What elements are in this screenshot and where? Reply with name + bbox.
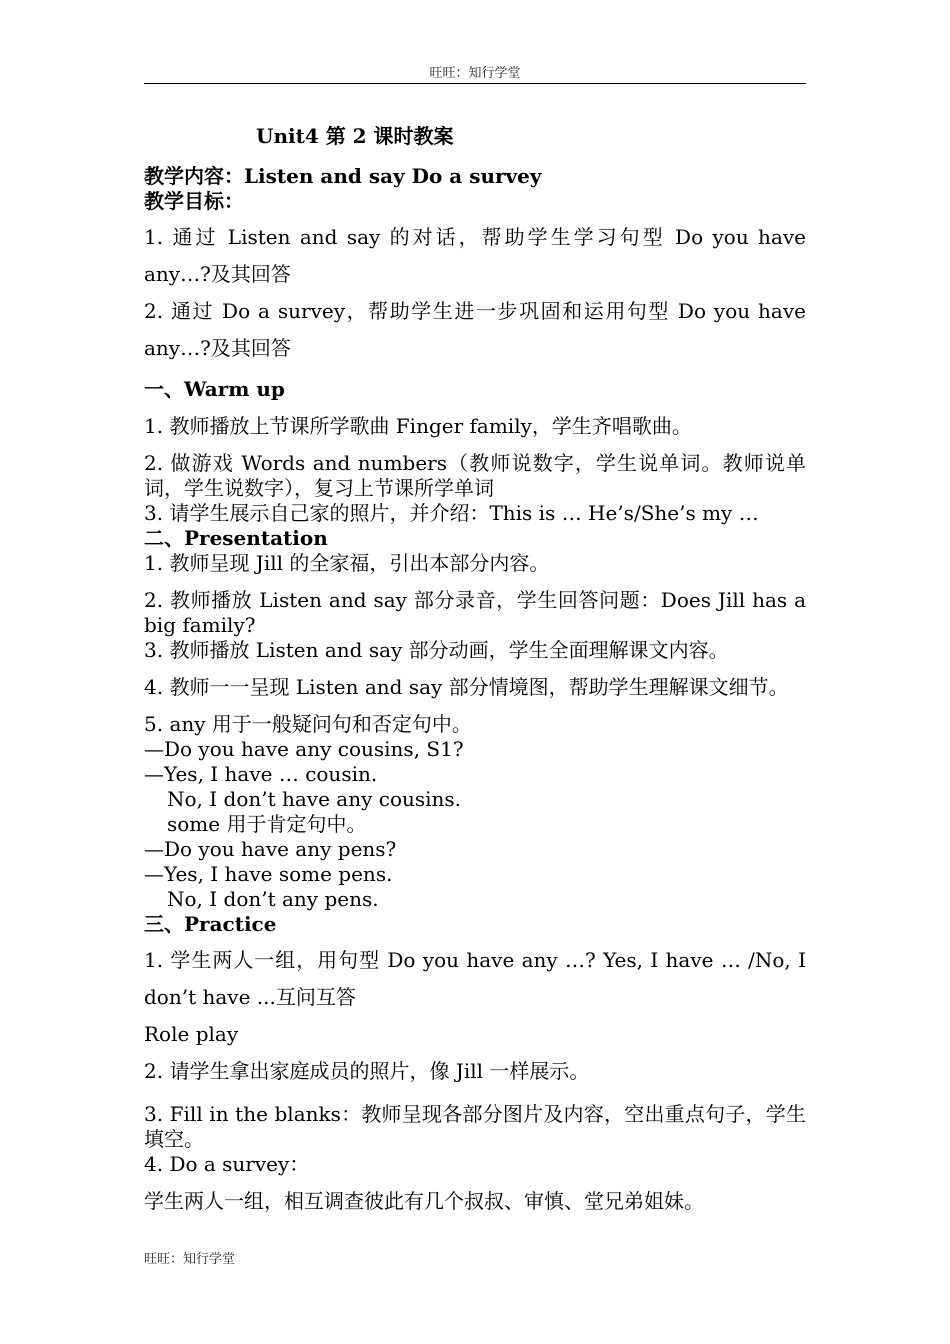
page-header: 旺旺：知行学堂: [429, 66, 521, 81]
practice-item: 4. Do a survey：: [144, 1152, 310, 1176]
goals-label: 教学目标：: [144, 189, 244, 213]
presentation-item: 4. 教师一一呈现 Listen and say 部分情境图，帮助学生理解课文细节。: [144, 675, 789, 699]
warmup-item: 1. 教师播放上节课所学歌曲 Finger family，学生齐唱歌曲。: [144, 414, 692, 438]
presentation-item: 5. any 用于一般疑问句和否定句中。: [144, 712, 472, 736]
section-heading-practice: 三、Practice: [144, 912, 277, 936]
warmup-item: 2. 做游戏 Words and numbers（教师说数字，学生说单词。教师说单词，学生说数字），复习上节课所学单词: [144, 451, 806, 500]
presentation-item: 3. 教师播放 Listen and say 部分动画，学生全面理解课文内容。: [144, 638, 729, 662]
example-line: —Yes, I have some pens.: [144, 862, 393, 886]
page-footer: 旺旺：知行学堂: [144, 1252, 236, 1267]
content-label: 教学内容：Listen and say Do a survey: [144, 164, 542, 188]
presentation-item: 1. 教师呈现 Jill 的全家福，引出本部分内容。: [144, 551, 550, 575]
goal-item: 1. 通过 Listen and say 的对话，帮助学生学习句型 Do you have any…?及其回答: [144, 225, 806, 286]
example-line: No, I don’t have any cousins.: [167, 787, 462, 811]
practice-item: 学生两人一组，相互调查彼此有几个叔叔、审慎、堂兄弟姐妹。: [144, 1189, 704, 1213]
example-line: some 用于肯定句中。: [167, 812, 367, 836]
example-line: No, I don’t any pens.: [167, 887, 379, 911]
practice-item: 1. 学生两人一组，用句型 Do you have any …? Yes, I have … /No, I don’t have ...互问互答: [144, 948, 806, 1009]
practice-item: Role play: [144, 1022, 239, 1046]
practice-item: 3. Fill in the blanks：教师呈现各部分图片及内容，空出重点句子，学生填空。: [144, 1102, 806, 1151]
example-line: —Do you have any pens?: [144, 837, 397, 861]
document-body: [144, 122, 806, 1214]
goal-item: 2. 通过 Do a survey，帮助学生进一步巩固和运用句型 Do you have any…?及其回答: [144, 299, 806, 360]
example-line: —Yes, I have … cousin.: [144, 762, 378, 786]
warmup-item: 3. 请学生展示自己家的照片，并介绍：This is … He’s/She’s my …: [144, 501, 759, 525]
section-heading-warmup: 一、Warm up: [144, 377, 285, 401]
document-title: Unit4 第 2 课时教案: [256, 124, 454, 148]
section-heading-presentation: 二、Presentation: [144, 526, 328, 550]
header-rule: [144, 83, 806, 84]
practice-item: 2. 请学生拿出家庭成员的照片，像 Jill 一样展示。: [144, 1059, 590, 1083]
presentation-item: 2. 教师播放 Listen and say 部分录音，学生回答问题：Does Jill has a big family?: [144, 588, 806, 637]
example-line: —Do you have any cousins, S1?: [144, 737, 464, 761]
